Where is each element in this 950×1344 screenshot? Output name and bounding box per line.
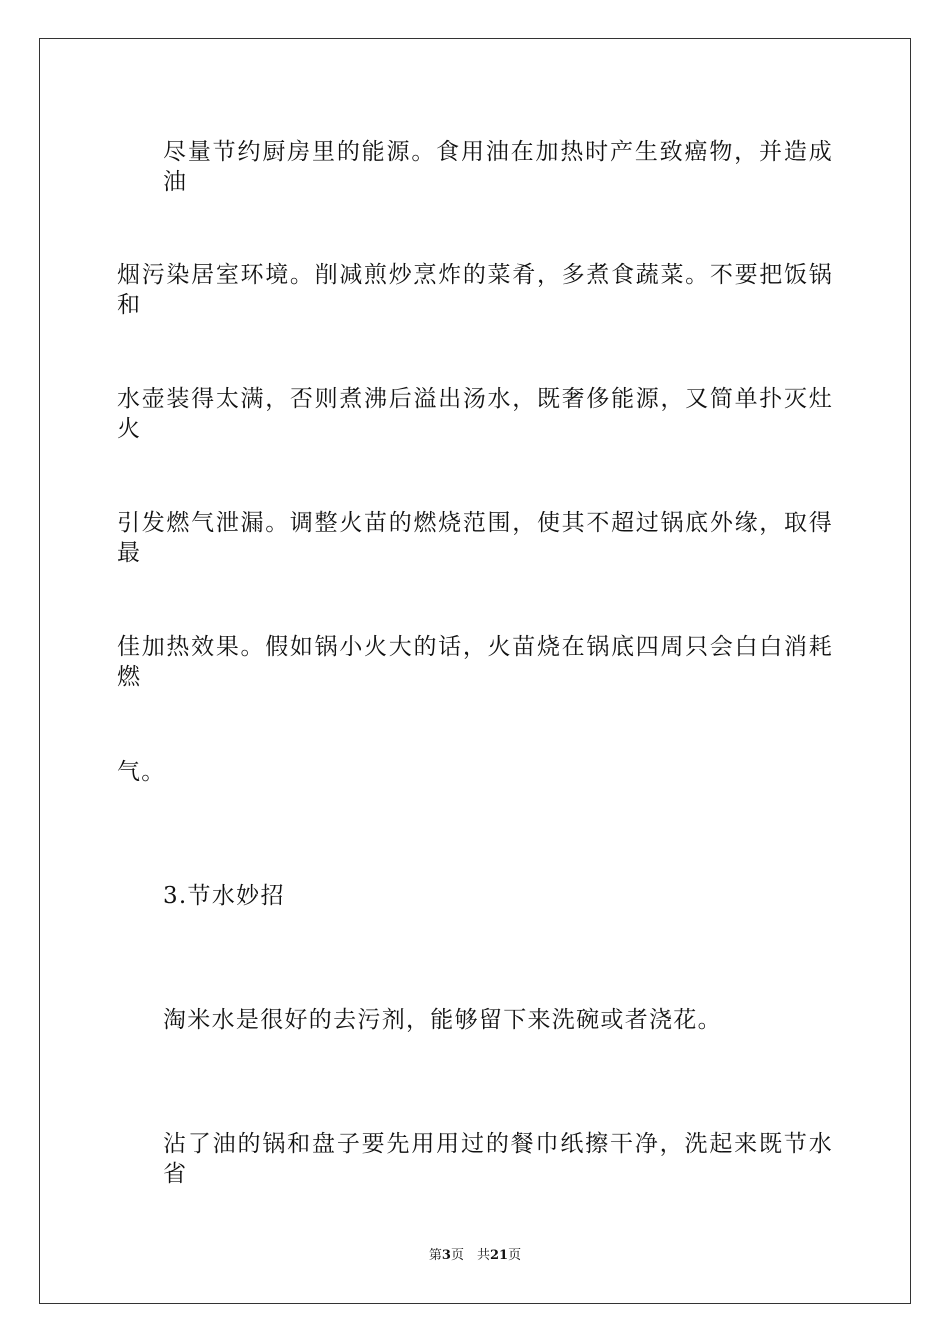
total-page-count: 21 (489, 1248, 509, 1263)
page-footer (0, 1247, 950, 1265)
paragraph-line: 佳加热效果。假如锅小火大的话，火苗烧在锅底四周只会白白消耗燃 (117, 634, 833, 690)
paragraph-line: 水壶装得太满，否则煮沸后溢出汤水，既奢侈能源，又简单扑灭灶火 (117, 386, 833, 442)
paragraph-line: 气。 (117, 759, 166, 785)
paragraph-line: 沾了油的锅和盘子要先用用过的餐巾纸擦干净，洗起来既节水省 (163, 1131, 833, 1187)
footer-mid: 页 共 (450, 1248, 490, 1263)
paragraph-line: 淘米水是很好的去污剂，能够留下来洗碗或者浇花。 (163, 1007, 722, 1033)
footer-prefix: 第 (428, 1248, 442, 1263)
paragraph-line: 烟污染居室环境。削减煎炒烹炸的菜肴，多煮食蔬菜。不要把饭锅和 (117, 262, 833, 318)
section-heading: 3.节水妙招 (163, 883, 285, 909)
footer-suffix: 页 (508, 1248, 522, 1263)
paragraph-line: 引发燃气泄漏。调整火苗的燃烧范围，使其不超过锅底外缘，取得最 (117, 510, 833, 566)
current-page-number: 3 (441, 1248, 451, 1263)
paragraph-line: 尽量节约厨房里的能源。食用油在加热时产生致癌物，并造成油 (163, 139, 833, 195)
